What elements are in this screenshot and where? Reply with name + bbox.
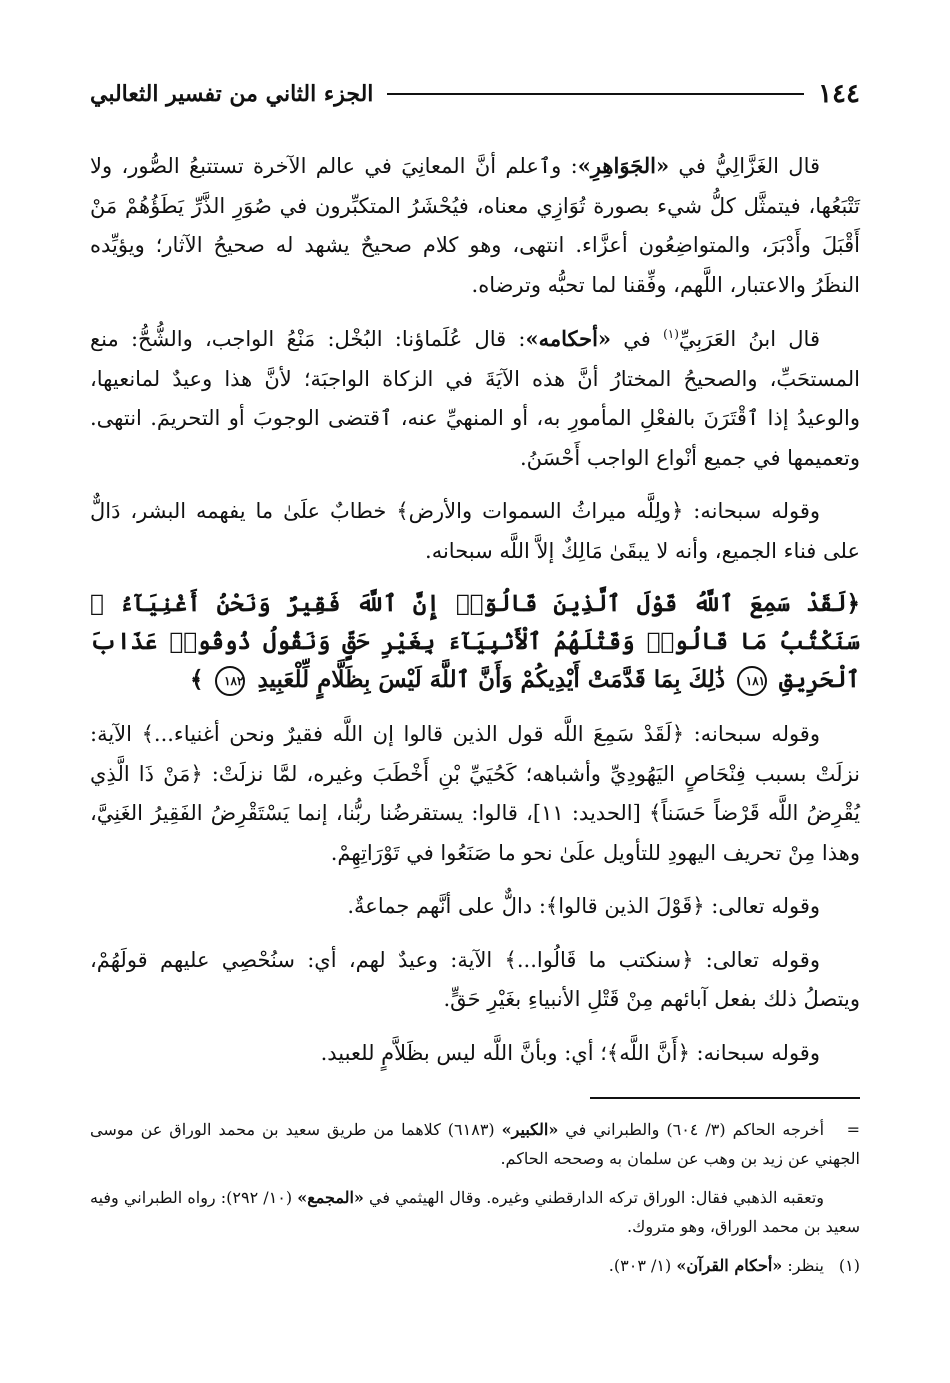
running-header	[90, 70, 860, 118]
paragraph-ibn-arabi	[90, 319, 860, 478]
text-span: وقوله تعالى: ﴿سنكتب ما قَالُوا...﴾ الآية: وعيدٌ لهم، أي: سنُحْصِي عليهم قولَهُمْ، ويتصلُ ذلك بفعل آبائهم مِنْ قَتْلِ الأنبياءِ بغَيْرِ حَقٍّ.	[90, 947, 860, 1011]
text-span: قال ابنُ العَرَبِيِّ	[678, 327, 820, 351]
text-span: (٦١٨٣) كلاهما من طريق سعيد بن محمد الوراق عن موسى الجهني عن زيد بن وهب عن سلمان به وصححه الحاكم.	[90, 1120, 860, 1168]
verse-text: ذَٰلِكَ بِمَا قَدَّمَتْ أَيْدِيكُمْ وَأَنَّ ٱللَّهَ لَيْسَ بِظَلَّامٍ لِّلْعَبِيدِ	[257, 666, 726, 693]
main-text	[90, 146, 860, 1073]
page	[90, 70, 860, 1290]
book-title: «المجمع»	[297, 1188, 364, 1207]
ayah-number-marker: ١٨١	[737, 666, 767, 696]
footnote-mark: =	[846, 1120, 861, 1139]
paragraph-commentary-2	[90, 887, 860, 927]
quran-verse-block	[90, 585, 860, 699]
ayah-number-marker: ١٨٢	[215, 666, 245, 696]
text-span: وقوله تعالى: ﴿قَوْلَ الذين قالوا﴾: دالٌّ على أنَّهم جماعةٌ.	[347, 894, 820, 918]
paragraph-commentary-3	[90, 941, 860, 1020]
paragraph-inheritance	[90, 492, 860, 571]
text-span: وتعقبه الذهبي فقال: الوراق تركه الدارقطني وغيره. وقال الهيثمي في	[363, 1188, 825, 1207]
text-span: (١/ ٣٠٣).	[608, 1256, 677, 1275]
paragraph-ghazali	[90, 146, 860, 305]
text-span: في	[611, 327, 664, 351]
text-span: (١٠/ ٢٩٢): رواه الطبراني وفيه سعيد بن محمد الوراق، وهو متروك.	[90, 1188, 860, 1236]
footnotes	[90, 1115, 860, 1280]
running-title: الجزء الثاني من تفسير الثعالبي	[90, 81, 374, 107]
text-span: وقوله سبحانه: ﴿ولِلَّه ميراثُ السموات والأرض﴾ خطابٌ علَىٰ ما يفهمه البشر، دَالٌّ على فناء الجميع، وأنه لا يبقَىٰ مَالِكٌ إلاَّ اللَّه سبحانه.	[90, 499, 860, 563]
text-span: : قال عُلَماؤنا: البُخْل: مَنْعُ الواجب، والشُّحُّ: منع المستحَبِّ، والصحيحُ المختارُ أنَّ هذه الآيَةَ في الزكاة الواجبَة؛ لأنَّ هذا وعيدٌ لمانعيها، والوعيدُ إذا ٱقْتَرَنَ بالفعْلِ المأمورِ به، أو المنهيِّ عنه، ٱقتضى الوجوبَ أو التحريمَ. انتهى. وتعميمها في جميع أنْواع الواجب أَحْسَنُ.	[90, 327, 860, 470]
text-span: وقوله سبحانه: ﴿لَقَدْ سَمِعَ اللَّه قول الذين قالوا إن اللَّه فقيرٌ ونحن أغنياء...﴾ الآية: نزلَتْ بسبب فِنْحَاصٍ اليَهُودِيِّ وأشباهه؛ كَحُيَيِّ بْنِ أَخْطَبَ وغيره، لمَّا نزلَتْ: ﴿مَنْ ذَا الَّذِي يُقْرِضُ اللَّه قَرْضاً حَسَناً﴾ [الحديد: ١١]، قالوا: يستقرضُنا ربُّنا، إنما يَسْتَقْرِضُ الفَقِيرُ الغَنِيَّ، وهذا مِنْ تحريف اليهودِ للتأويل علَىٰ نحو ما صَنَعُوا في تَوْرَاتِهِمْ.	[90, 722, 860, 865]
footnote-1	[90, 1251, 860, 1280]
text-span: ينظر:	[782, 1256, 824, 1275]
text-span: قال الغَزَّالِيُّ في	[669, 154, 821, 178]
book-title: «أحكام القرآن»	[676, 1256, 783, 1275]
footnote-continued-2	[90, 1183, 860, 1241]
verse-text: ﴿لَقَدْ سَمِعَ ٱللَّهُ قَوْلَ ٱلَّذِينَ قَالُوٓا۟ إِنَّ ٱللَّهَ فَقِيرٌ وَنَحْنُ أَغْنِيَآءُ ۘ سَنَكْتُبُ مَا قَالُوا۟ وَقَتْلَهُمُ ٱلْأَنۢبِيَآءَ بِغَيْرِ حَقٍّ وَنَقُولُ ذُوقُوا۟ عَذَابَ ٱلْحَرِيقِ	[90, 590, 860, 693]
footnote-separator	[590, 1097, 860, 1099]
text-span: وقوله سبحانه: ﴿أَنَّ اللَّه﴾؛ أي: وبأنَّ اللَّه ليس بظَلاَّمٍ للعبيد.	[320, 1040, 820, 1065]
footnote-continued	[90, 1115, 860, 1173]
book-title: «أحكامه»	[525, 326, 612, 351]
text-span: أخرجه الحاكم (٣/ ٦٠٤) والطبراني في	[558, 1120, 825, 1139]
page-number: ١٤٤	[818, 79, 860, 109]
footnote-ref[interactable]: (١)	[663, 327, 679, 341]
book-title: «الكبير»	[501, 1120, 559, 1139]
header-rule	[387, 93, 804, 95]
book-title: «الجَوَاهِرِ»	[577, 153, 670, 178]
paragraph-commentary-1	[90, 715, 860, 873]
verse-close-bracket: ﴾	[189, 666, 204, 693]
footnote-mark: (١)	[838, 1256, 860, 1275]
text-span: : وٱعلم أنَّ المعانِيَ في عالم الآخرة تستتبعُ الصُّور، ولا تَتْبَعُها، فيتمثَّل كلُّ شيء بصورة تُوَازِي معناه، فيُحْشَرُ المتكبِّرون في صُوَرِ الذَّرِّ يَطَؤُهُمْ مَنْ أَقْبَلَ وأَدْبَرَ، والمتواضِعُون أعزَّاء. انتهى، وهو كلام صحيحٌ يشهد له صحيحُ الآثار؛ ويؤيِّده النظَرُ والاعتبار، اللَّهم، وفِّقنا لما تحبُّه وترضاه.	[90, 154, 860, 297]
paragraph-commentary-4	[90, 1034, 860, 1074]
